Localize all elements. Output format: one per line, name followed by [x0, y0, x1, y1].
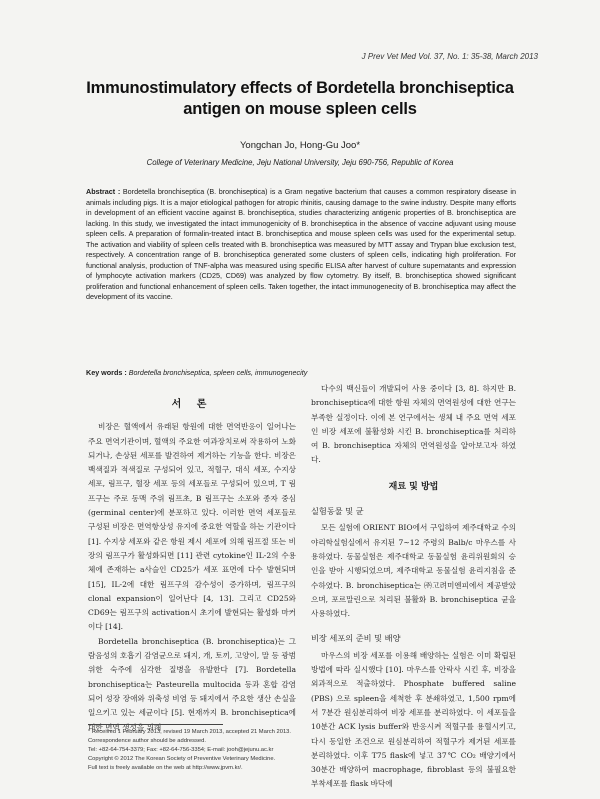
footnote-contact: Tel: +82-64-754-3379; Fax: +82-64-756-3354; E-mail: jooh@jejunu.ac.kr [88, 747, 274, 753]
article-title [0, 78, 600, 120]
abstract-text: Bordetella bronchiseptica (B. bronchiseptica) is a Gram negative bacterium that causes a common respiratory disease in animals including pigs. It is a major etiological pathogen for atropic rhinitis, causing damage to the swine industry. Despite many efforts in development of an efficient vaccine against B. bronchiseptica, studies characterizing antigenic properties of B. bronchiseptica are lacking. In this study, we investigated the intact immunogenicity of B. bronchiseptica in the absence of vaccine adjuvant using mouse spleen cells. A preparation of formalin-treated intact B. bronchiseptica and mouse spleen cells was used for the experimental setup. The activation and viability of spleen cells treated with B. bronchiseptica was measured by MTT assay and Trypan blue exclusion test, respectively. A concentration range of B. bronchiseptica generated some clusters of spleen cells, indicating high proliferation. For functional analysis, production of TNF-alpha was measured using specific ELISA after harvest of culture supernatants and expression of lymphocyte activation markers (CD25, CD69) was analyzed by flow cytometry. By itself, B. bronchiseptica showed significant proliferation and functional enhancement of spleen cells. Taken together, the intact immunogenecity of B. bronchiseptica may affect the development of its vaccine. [86, 187, 516, 301]
affiliation: College of Veterinary Medicine, Jeju National University, Jeju 690-756, Republic of Korea [146, 158, 454, 167]
title-line-1: Immunostimulatory effects of Bordetella bronchiseptica [86, 79, 514, 97]
intro-heading: 서 론 [171, 399, 213, 410]
keywords-label: Key words : [86, 368, 127, 377]
footnotes [88, 728, 298, 773]
keywords-text: Bordetella bronchiseptica, spleen cells, immunogenecity [128, 368, 308, 377]
abstract-label: Abstract : [86, 187, 121, 196]
title-line-2: antigen on mouse spleen cells [183, 100, 417, 118]
footnote-received: * Received 1 February 2013, revised 19 March 2013, accepted 21 March 2013. [88, 729, 292, 735]
subheading-spleen-cells: 비장 세포의 준비 및 배양 [311, 633, 401, 644]
journal-citation: J Prev Vet Med Vol. 37, No. 1: 35-38, March 2013 [361, 52, 538, 61]
abstract [86, 187, 516, 303]
footnote-copyright: Copyright © 2012 The Korean Society of Preventive Veterinary Medicine. [88, 756, 276, 762]
authors: Yongchan Jo, Hong-Gu Joo* [239, 140, 361, 151]
footnote-correspondence: Correspondence author should be addressed. [88, 738, 206, 744]
right-paragraph-1: 다수의 백신들이 개발되어 사용 중이다 [3, 8]. 하지만 B. bronchiseptica에 대한 항원 자체의 면역원성에 대한 연구는 부족한 실정이다. 이에 본 연구에서는 생체 내 주요 면역 세포인 비장 세포에 불활성화 시킨 B. bronchiseptica를 처리하여 B. bronchiseptica 자체의 면역원성을 알아보고자 하였다. [311, 384, 516, 465]
left-column [88, 398, 296, 735]
intro-paragraph-1: 비장은 혈액에서 유래된 항원에 대한 면역반응이 일어나는 주요 면역기관이며, 혈액의 주요한 여과장치로써 작용하여 노화되거나, 손상된 세포를 발견하여 제거하는 기능을 한다. 비장은 백색질과 적색질로 구성되어 있고, 적혈구, 대식 세포, 수지상 세포, 림프구, 혈장 세포 등의 세포들로 구성되어 있으며, T 림프구는 주로 동맥 주위 림프초, B 림프구는 소포와 종자 중심 (germinal center)에 분포하고 있다. 이러한 면역 세포들로 구성된 비장은 면역항상성 유지에 중요한 역할을 하는 기관이다 [1]. 수지상 세포와 같은 항원 제시 세포에 의해 림프절 또는 비장의 림프구가 활성화되면 [11] 관련 cytokine인 IL-2의 수용체에 존재하는 a사슬인 CD25가 세포 표면에 다수 발현되며 [15], IL-2에 대한 림프구의 감수성이 증가하며, 림프구의 clonal expansion이 일어난다 [4, 13]. 그리고 CD25와 CD69는 림프구의 activation시 초기에 발현되는 활성화 마커이다 [14]. [88, 422, 296, 632]
footnote-url: Full text is freely available on the web at http://www.jpvm.kr/. [88, 765, 243, 771]
right-paragraph-2: 모든 실험에 ORIENT BIO에서 구입하여 제주대학교 수의야리학실험실에서 유지된 7∼12 주령의 Balb/c 마우스를 사용하였다. 동물실험은 제주대학교 동물실험 윤리위원회의 승인을 받아 시행되었으며, 제주대학교 동물실험 윤리지침을 준수하였다. B. bronchiseptica는 ㈜고려미엔피에서 제공받았으며, 포르말린으로 처리된 불활화 B. bronchiseptica 균을 사용하였다. [311, 523, 516, 619]
keywords [86, 368, 516, 377]
subheading-animals: 실험동물 및 균 [311, 506, 364, 517]
intro-paragraph-2: Bordetella bronchiseptica (B. bronchiseptica)는 그람음성의 호흡기 감염균으로 돼지, 개, 토끼, 고양이, 말 등 광범위한 숙주에 심각한 질병을 유발한다 [7]. Bordetella bronchiseptica는 Pasteurella multocida 등과 혼합 감염되어 성장 장애와 위축성 비염 등 돼지에서 주요한 생산 손실을 일으키고 있는 세균이다 [5]. 현재까지 B. bronchiseptica에 대한 면역 생성을 위해 [88, 636, 296, 732]
right-column [311, 382, 516, 792]
methods-heading: 재료 및 방법 [388, 481, 439, 492]
right-paragraph-3: 마우스의 비장 세포를 이용해 배양하는 실험은 이미 확립된 방법에 따라 실시했다 [10]. 마우스를 안락사 시킨 후, 비장을 외과적으로 적출하였다. Phosphate buffered saline (PBS) 으로 spleen을 세척한 후 분쇄하였고, 1,500 rpm에서 7분간 원심분리하여 비장 세포를 분리하였다. 이 세포들을 10분간 ACK lysis buffer와 반응시켜 적혈구를 용혈시키고, 다시 동일한 조건으로 원심분리하여 적혈구가 제거된 세포를 분리하였다. 이후 T75 flask에 넣고 37℃ CO₂ 배양기에서 30분간 배양하여 macrophage, fibroblast 등의 불필요한 부착세포를 flask 바닥에 [311, 650, 516, 789]
footnote-rule [88, 724, 223, 725]
